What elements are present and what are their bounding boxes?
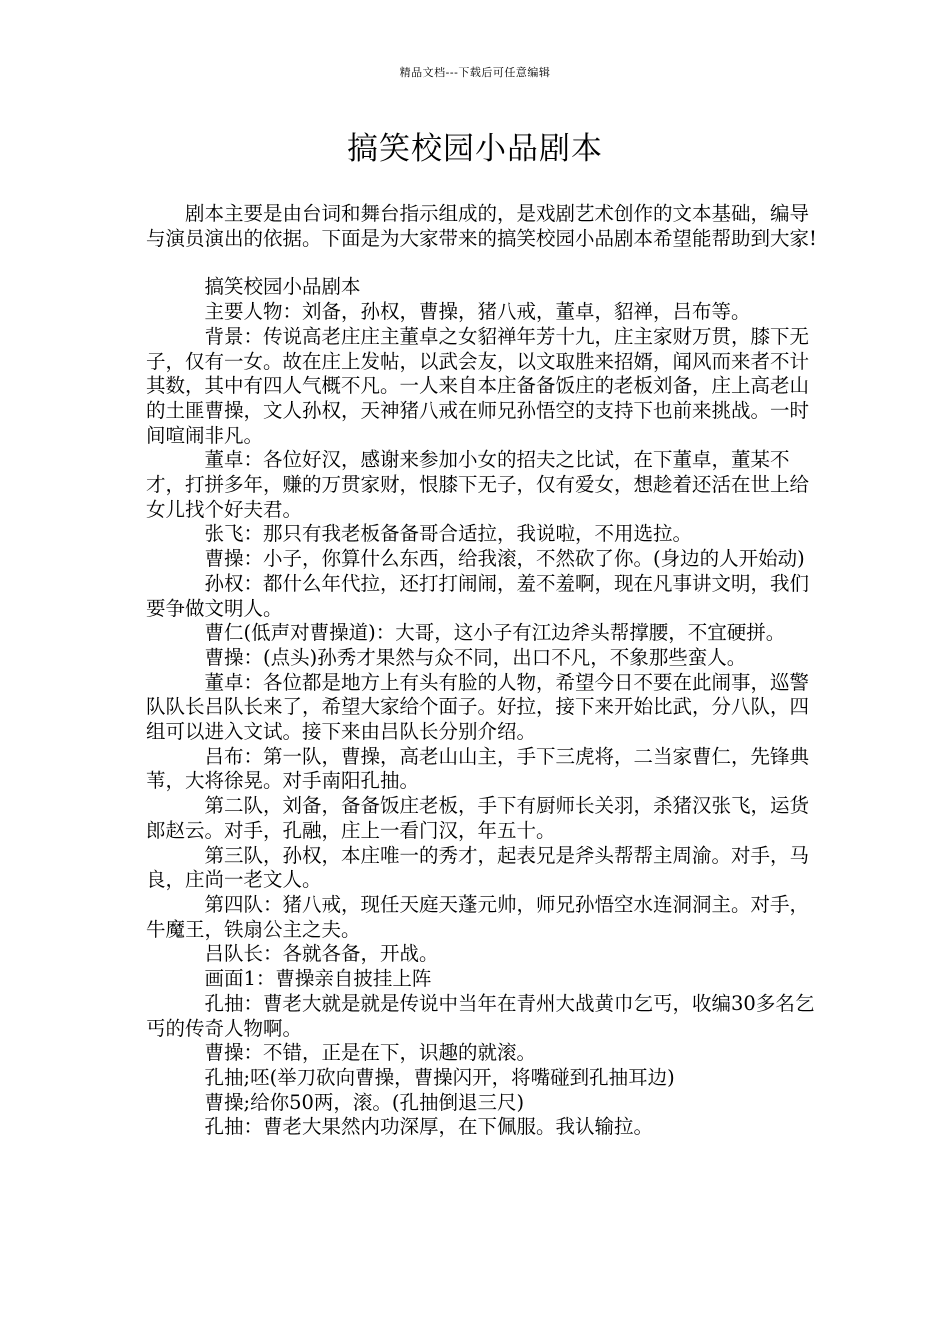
script-paragraph: 曹操：(点头)孙秀才果然与众不同，出口不凡，不象那些蛮人。: [204, 645, 747, 669]
script-subtitle: 搞笑校园小品剧本: [204, 275, 361, 299]
document-title: 搞笑校园小品剧本: [347, 131, 603, 167]
script-paragraph: 主要人物：刘备，孙权，曹操，猪八戒，董卓，貂禅，吕布等。: [204, 300, 751, 324]
page-header: 精品文档---下载后可任意编辑: [399, 66, 551, 79]
script-paragraph: 吕布：第一队，曹操，高老山山主，手下三虎将，二当家曹仁，先锋典苇，大将徐晃。对手南阳孔抽。: [146, 744, 810, 793]
script-paragraph: 画面1：曹操亲自披挂上阵: [204, 967, 432, 991]
script-paragraph: 第二队，刘备，备备饭庄老板，手下有厨师长关羽，杀猪汉张飞，运货郎赵云。对手，孔融，庄上一看门汉，年五十。: [146, 794, 810, 842]
script-paragraph: 曹操;给你50两，滚。(孔抽倒退三尺): [204, 1090, 525, 1114]
script-paragraph: 曹操：小子，你算什么东西，给我滚，不然砍了你。(身边的人开始动): [204, 547, 805, 571]
document-body: [146, 202, 826, 1140]
script-paragraph: 孔抽;呸(举刀砍向曹操，曹操闪开，将嘴碰到孔抽耳边): [204, 1065, 675, 1089]
script-paragraph: 张飞：那只有我老板备备哥合适拉，我说啦，不用选拉。: [204, 522, 693, 546]
script-paragraph: 第四队：猪八戒，现任天庭天蓬元帅，师兄孙悟空水连洞洞主。对手，牛魔王，铁扇公主之夫。: [146, 892, 810, 941]
script-paragraph: 董卓：各位好汉，感谢来参加小女的招夫之比试，在下董卓，董某不才，打拼多年，赚的万贯家财，恨膝下无子，仅有爱女，想趁着还活在世上给女儿找个好夫君。: [146, 448, 810, 521]
script-paragraph: 曹操：不错，正是在下，识趣的就滚。: [204, 1041, 537, 1065]
script-paragraph: 董卓：各位都是地方上有头有脸的人物，希望今日不要在此闹事，巡警队队长吕队长来了，希望大家给个面子。好拉，接下来开始比武，分八队，四组可以进入文试。接下来由吕队长分别介绍。: [146, 670, 810, 744]
script-paragraph: 背景：传说高老庄庄主董卓之女貂禅年芳十九，庄主家财万贯，膝下无子，仅有一女。故在庄上发帖，以武会友，以文取胜来招婿，闻风而来者不计其数，其中有四人气概不凡。一人来自本庄备备饭庄的老板刘备，庄上高老山的土匪曹操，文人孙权，天神猪八戒在师兄孙悟空的支持下也前来挑战。一时间喧闹非凡。: [146, 324, 810, 447]
script-paragraph: 孔抽：曹老大就是就是传说中当年在青州大战黄巾乞丐，收编30多名乞丐的传奇人物啊。: [146, 991, 815, 1040]
script-paragraph: 曹仁(低声对曹操道)：大哥，这小子有江边斧头帮撑腰，不宜硬拼。: [204, 621, 786, 645]
script-paragraph: 孙权：都什么年代拉，还打打闹闹，羞不羞啊，现在凡事讲文明，我们要争做文明人。: [146, 571, 810, 620]
intro-paragraph: 剧本主要是由台词和舞台指示组成的，是戏剧艺术创作的文本基础，编导与演员演出的依据。下面是为大家带来的搞笑校园小品剧本希望能帮助到大家!: [146, 202, 817, 250]
script-paragraph: 吕队长：各就各备，开战。: [204, 942, 439, 966]
script-paragraph: 第三队，孙权，本庄唯一的秀才，起表兄是斧头帮帮主周渝。对手，马良，庄尚一老文人。: [146, 843, 810, 892]
paragraph-spacer: [146, 251, 826, 275]
script-paragraph: 孔抽：曹老大果然内功深厚，在下佩服。我认输拉。: [204, 1115, 654, 1139]
